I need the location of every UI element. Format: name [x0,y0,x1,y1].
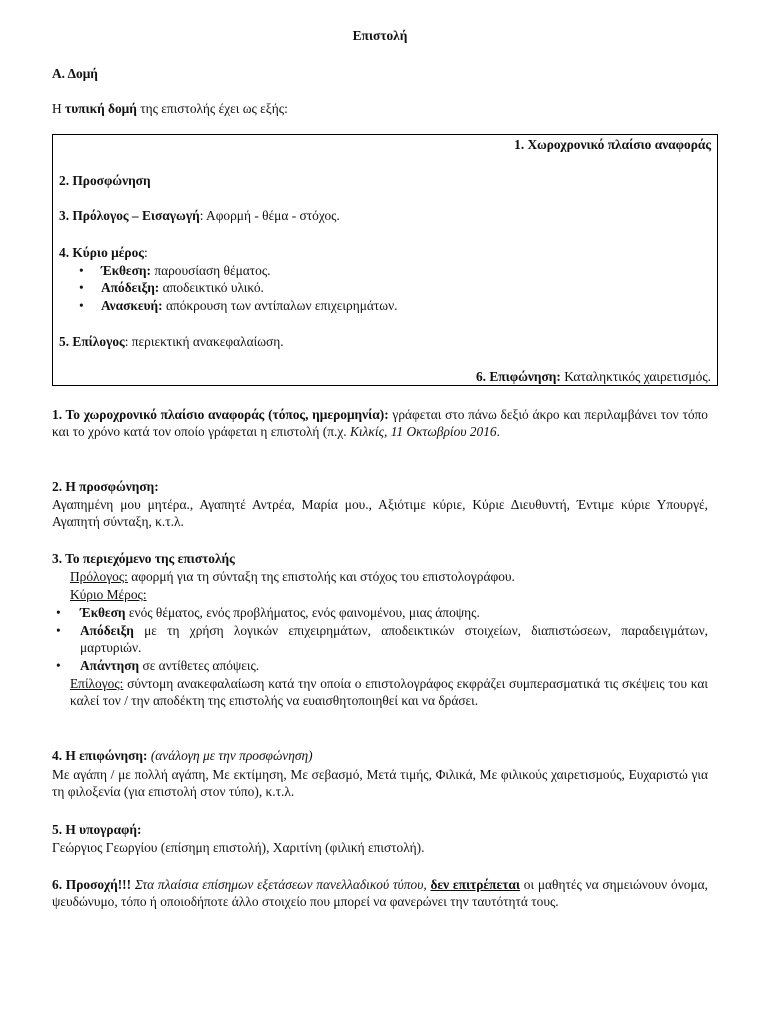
bullet-icon: • [79,263,84,278]
structure-intro: Η τυπική δομή της επιστολής έχει ως εξής: [52,101,288,116]
section-a-heading: Α. Δομή [52,66,98,81]
structure-box [52,134,718,386]
section-3-bullet-2: • Απόδειξη με τη χρήση λογικών επιχειρημάτων, αποδεικτικών στοιχείων, διαπιστώσεων, παραδειγμάτων, μαρτυριών. [56,623,708,655]
box-line-5: 5. Επίλογος: περιεκτική ανακεφαλαίωση. [59,334,284,349]
box-line-2: 2. Προσφώνηση [59,173,151,188]
bullet-icon: • [56,605,61,620]
box-line-6: 6. Επιφώνηση: Καταληκτικός χαιρετισμός. [475,369,711,384]
section-4-text: Με αγάπη / με πολλή αγάπη, Με εκτίμηση, Με σεβασμό, Μετά τιμής, Φιλικά, Με φιλικούς χαιρετισμούς, Ευχαριστώ για τη φιλοξενία (για επιστολή στον τύπο), κ.τ.λ. [52,767,708,799]
section-3-epilogue: Επίλογος: σύντομη ανακεφαλαίωση κατά την οποία ο επιστολογράφος εκφράζει συμπερασματικά τις σκέψεις του και καλεί τον / την αποδέκτη της επιστολής να ευαισθητοποιηθεί και να δράσει. [70,676,708,708]
section-4-heading: 4. Η επιφώνηση: (ανάλογη με την προσφώνηση) [52,748,313,763]
bullet-icon: • [79,298,84,313]
section-3-bullet-3: • Απάντηση σε αντίθετες απόψεις. [56,658,260,673]
section-5-heading: 5. Η υπογραφή: [52,822,142,837]
section-3-bullet-1: • Έκθεση ενός θέματος, ενός προβλήματος, ενός φαινομένου, μιας άποψης. [56,605,480,620]
section-3-main-label: Κύριο Μέρος: [70,587,147,602]
section-3-heading: 3. Το περιεχόμενο της επιστολής [52,551,235,566]
section-2-heading: 2. Η προσφώνηση: [52,479,159,494]
section-1: 1. Το χωροχρονικό πλαίσιο αναφοράς (τόπος, ημερομηνία): γράφεται στο πάνω δεξιό άκρο και περιλαμβάνει τον τόπο και το χρόνο κατά τον οποίο γράφεται η επιστολή (π.χ. Κιλκίς, 11 Οκτωβρίου 2016. [52,407,708,439]
section-5-text: Γεώργιος Γεωργίου (επίσημη επιστολή), Χαριτίνη (φιλική επιστολή). [52,840,425,855]
box-line-4: 4. Κύριο μέρος: [59,245,148,260]
bullet-icon: • [79,280,84,295]
box-bullet-3: • Ανασκευή: απόκρουση των αντίπαλων επιχειρημάτων. [79,298,398,313]
bullet-icon: • [56,623,61,638]
section-6: 6. Προσοχή!!! Στα πλαίσια επίσημων εξετάσεων πανελλαδικού τύπου, δεν επιτρέπεται οι μαθητές να σημειώνουν όνομα, ψευδώνυμο, τόπο ή οποιοδήποτε άλλο στοιχείο που μπορεί να φανερώνει την ταυτότητά τους. [52,877,708,909]
section-3-prologue: Πρόλογος: αφορμή για τη σύνταξη της επιστολής και στόχος του επιστολογράφου. [70,569,515,584]
box-line-3: 3. Πρόλογος – Εισαγωγή: Αφορμή - θέμα - στόχος. [59,208,340,223]
section-2-text: Αγαπημένη μου μητέρα., Αγαπητέ Αντρέα, Μαρία μου., Αξιότιμε κύριε, Κύριε Διευθυντή, Έντιμε κύριε Υπουργέ, Αγαπητή σύνταξη, κ.τ.λ. [52,497,708,529]
box-line-1: 1. Χωροχρονικό πλαίσιο αναφοράς [514,137,711,152]
box-bullet-2: • Απόδειξη: αποδεικτικό υλικό. [79,280,264,295]
bullet-icon: • [56,658,61,673]
box-bullet-1: • Έκθεση: παρουσίαση θέματος. [79,263,271,278]
document-title: Επιστολή [352,28,408,43]
